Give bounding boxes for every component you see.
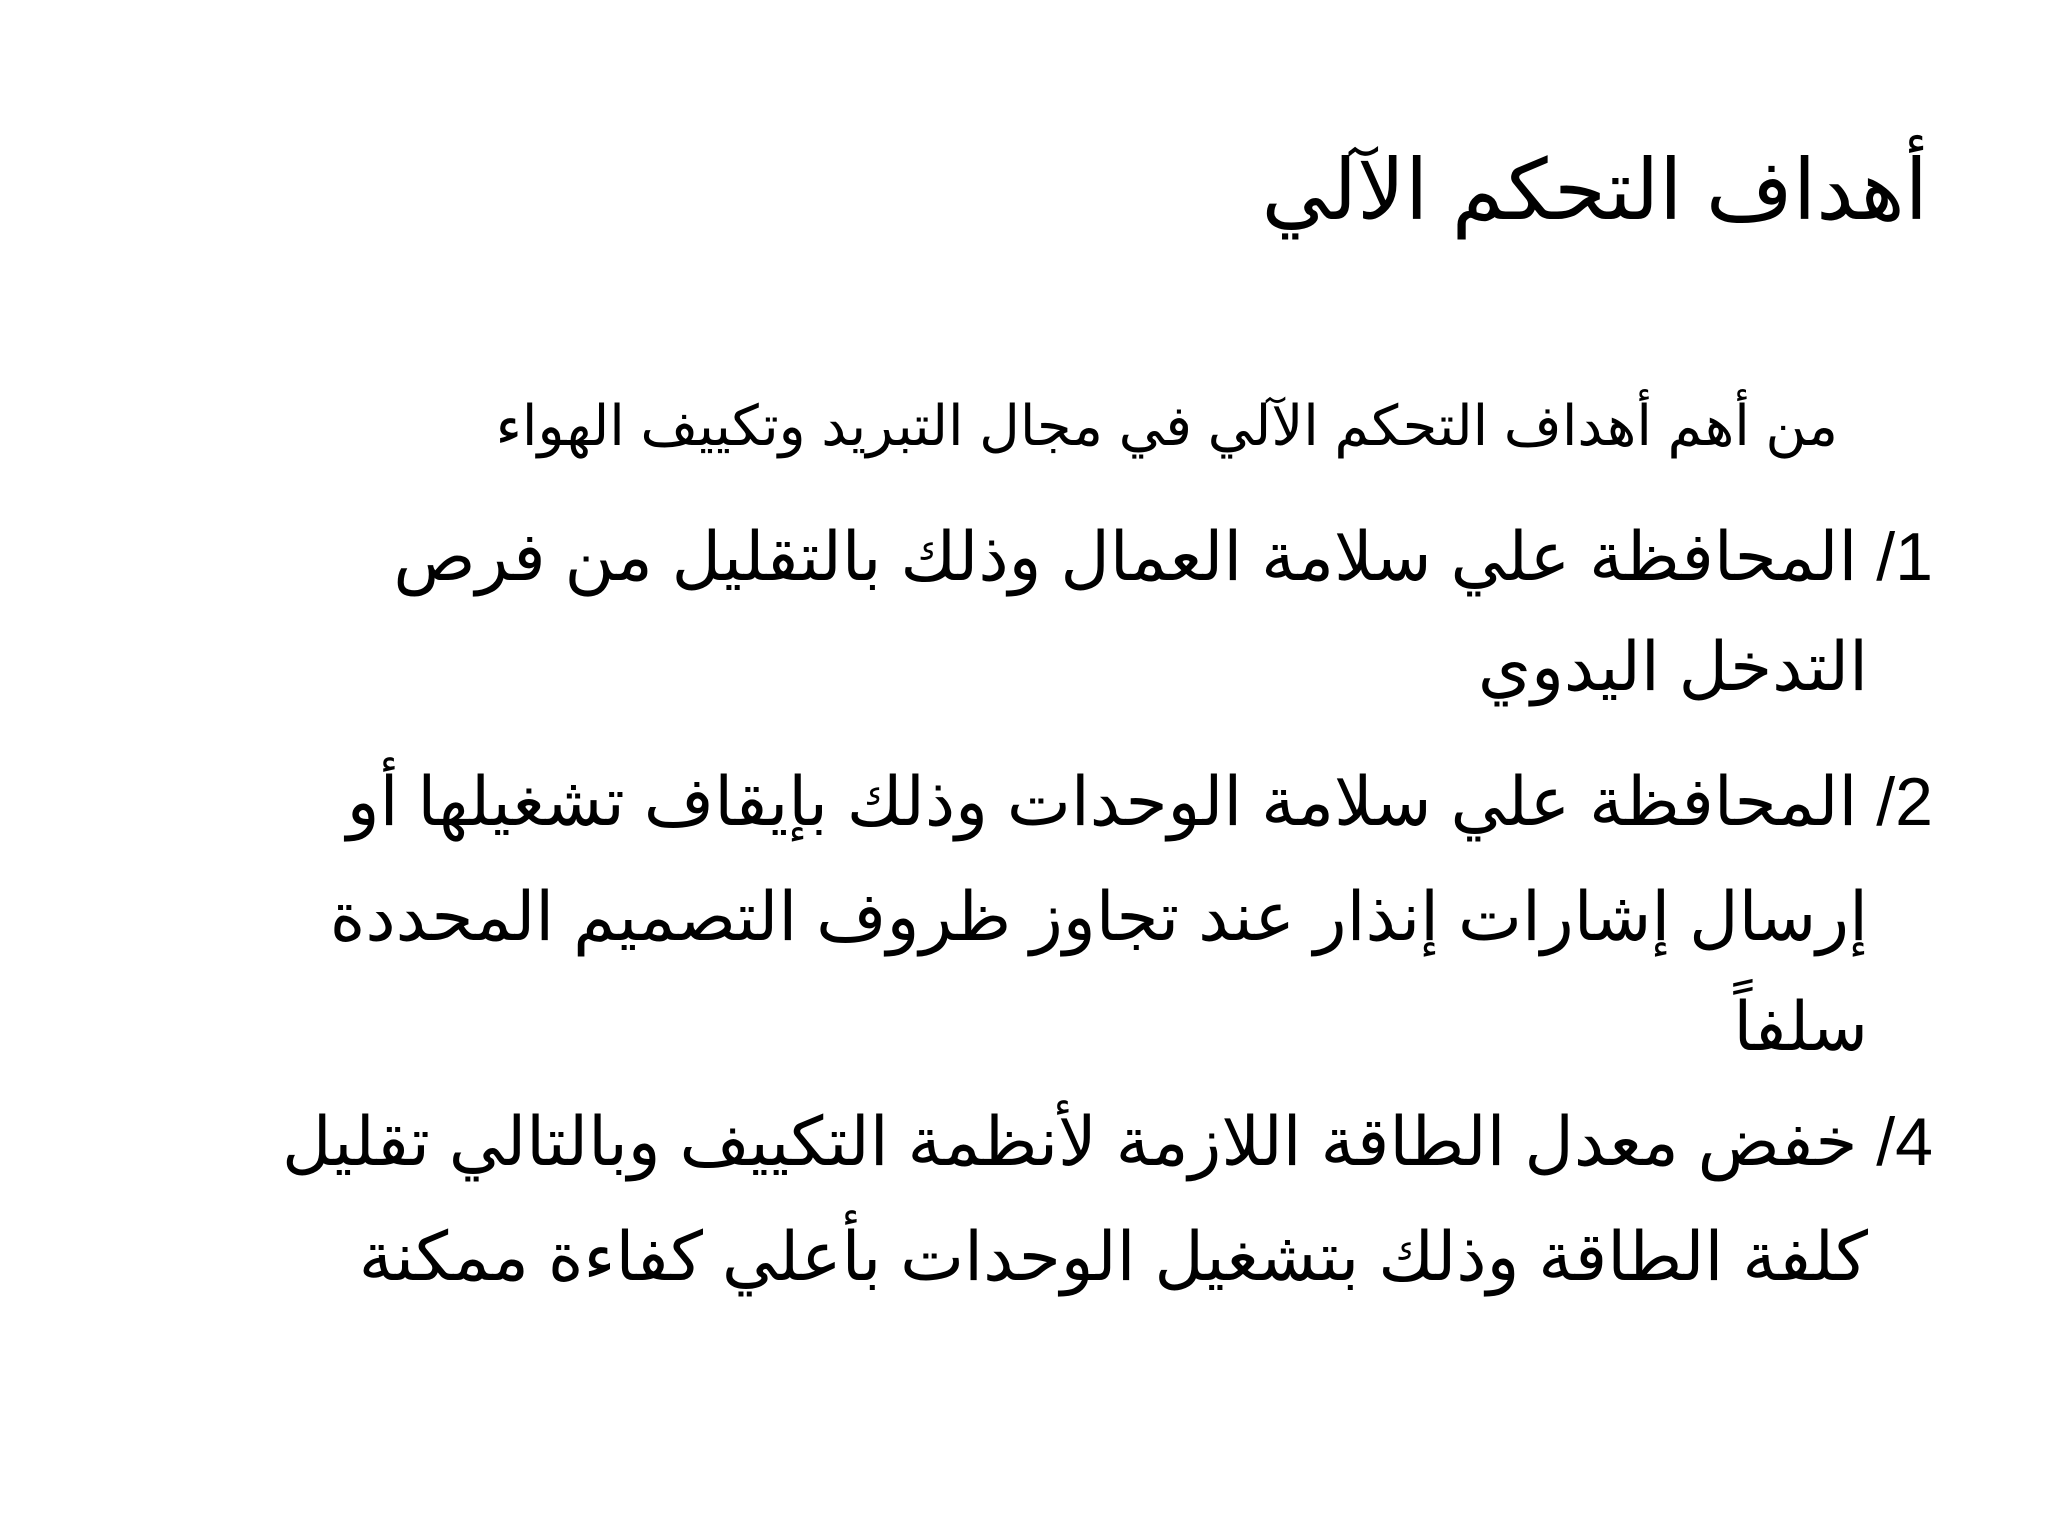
- intro-text: من أهم أهداف التحكم الآلي في مجال التبريد وتكييف الهواء: [495, 394, 1838, 457]
- slide-title: أهداف التحكم الآلي: [1261, 143, 1928, 237]
- point-1-line-1: 1/ المحافظة علي سلامة العمال وذلك بالتقليل من فرص: [393, 519, 1933, 595]
- point-1-line-2: التدخل اليدوي: [1477, 629, 1868, 705]
- point-4-line-2: كلفة الطاقة وذلك بتشغيل الوحدات بأعلي كفاءة ممكنة: [358, 1219, 1868, 1295]
- point-4-line-1: 4/ خفض معدل الطاقة اللازمة لأنظمة التكييف وبالتالي تقليل: [282, 1104, 1933, 1180]
- point-2-line-3: سلفاً: [1733, 989, 1868, 1065]
- point-2-line-2: إرسال إشارات إنذار عند تجاوز ظروف التصميم المحددة: [329, 879, 1868, 955]
- point-2-line-1: 2/ المحافظة علي سلامة الوحدات وذلك بإيقاف تشغيلها أو: [346, 764, 1933, 840]
